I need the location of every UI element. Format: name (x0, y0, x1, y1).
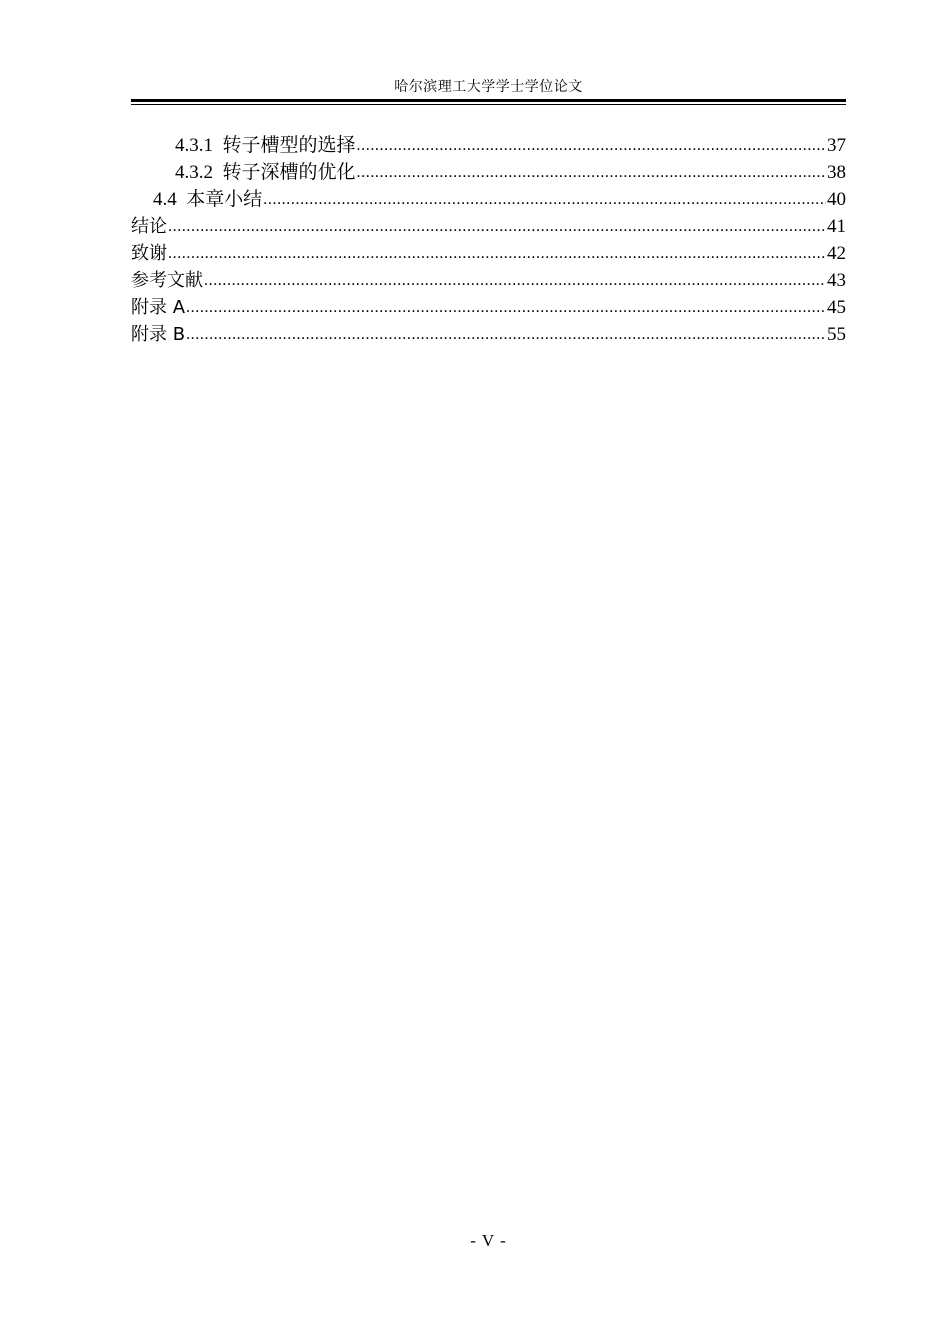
toc-entry[interactable] (131, 240, 846, 267)
toc-entry-number: 4.3.1 (175, 135, 213, 156)
toc-entry-number: 4.4 (153, 189, 177, 210)
toc-dot-leader (186, 293, 826, 321)
toc-entry[interactable] (131, 267, 846, 294)
header-rule-thin (131, 104, 846, 105)
toc-entry-title: 本章小结 (186, 189, 263, 210)
running-header: 哈尔滨理工大学学士学位论文 (394, 80, 583, 95)
toc-entry-page: 43 (827, 270, 846, 291)
toc-entry-title: 致谢 (131, 243, 167, 264)
toc-entry-title: 转子深槽的优化 (222, 162, 356, 183)
toc-entry-title: 附录 B (131, 324, 186, 345)
toc-entry-page: 41 (827, 216, 846, 237)
toc-entry[interactable] (131, 321, 846, 348)
toc-entry-title: 转子槽型的选择 (222, 135, 356, 156)
toc-entry-label (153, 186, 262, 213)
toc-entry-label (175, 159, 356, 186)
toc-entry[interactable] (131, 159, 846, 186)
toc-dot-leader (168, 239, 826, 267)
toc-entry-title: 结论 (131, 216, 167, 237)
toc-dot-leader (186, 320, 826, 348)
toc-entry-title: 参考文献 (131, 270, 203, 291)
toc-entry[interactable] (131, 294, 846, 321)
toc-entry[interactable] (131, 186, 846, 213)
toc-entry[interactable] (131, 132, 846, 159)
toc-entry-page: 37 (827, 135, 846, 156)
toc-entry-page: 45 (827, 297, 846, 318)
page-number: - V - (470, 1231, 507, 1250)
header-rule-thick (131, 99, 846, 102)
toc-entry-page: 38 (827, 162, 846, 183)
toc-dot-leader (168, 212, 826, 240)
toc-entry-page: 42 (827, 243, 846, 264)
toc-entry-page: 40 (827, 189, 846, 210)
toc-dot-leader (263, 185, 826, 213)
table-of-contents (131, 132, 846, 348)
toc-dot-leader (357, 131, 826, 159)
toc-entry-label (175, 132, 356, 159)
toc-entry-title: 附录 A (131, 297, 186, 318)
toc-entry-number: 4.3.2 (175, 162, 213, 183)
toc-entry[interactable] (131, 213, 846, 240)
toc-dot-leader (357, 158, 826, 186)
toc-dot-leader (204, 266, 826, 294)
toc-entry-page: 55 (827, 324, 846, 345)
